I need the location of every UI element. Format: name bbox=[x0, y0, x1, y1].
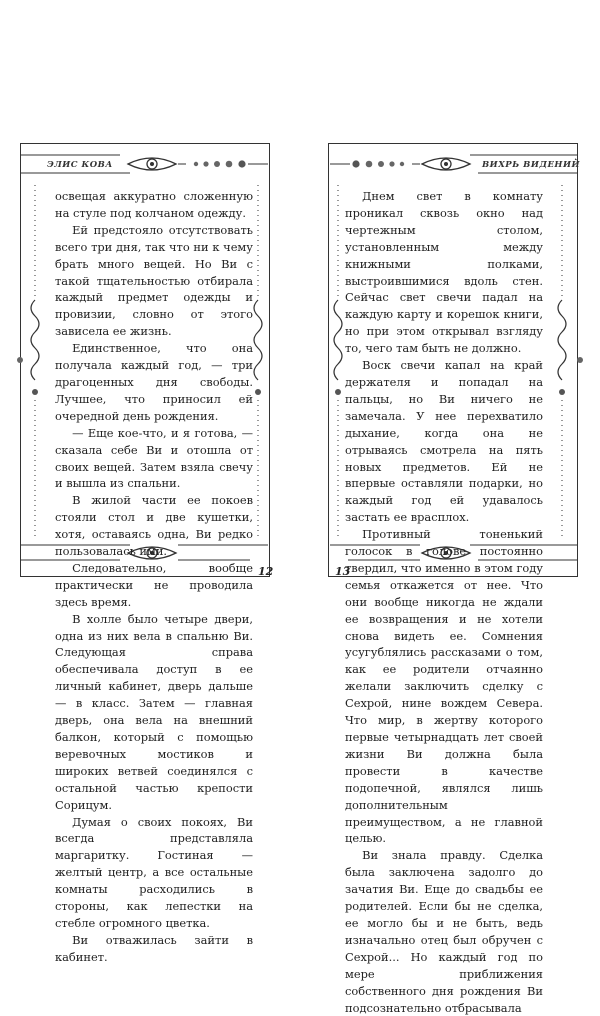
right-page-number: 13 bbox=[335, 565, 351, 578]
paragraph: Ей предстояло отсутствовать всего три дня, так что ни к чему брать много вещей. Но Ви с такой тщательностью отбирала каждый предмет одежды и провизии, словно от этого зависела ее жизнь. bbox=[55, 222, 253, 339]
paragraph: Думая о своих покоях, Ви всегда представляла маргаритку. Гостиная — желтый центр, а все остальные комнаты расходились в стороны, как лепестки на стебле огромного цветка. bbox=[55, 814, 253, 930]
paragraph: Ви отважилась зайти в кабинет. bbox=[55, 932, 253, 964]
right-text-column bbox=[345, 188, 543, 1016]
paragraph: В жилой части ее покоев стояли стол и две кушетки, хотя, оставаясь одна, Ви редко пользовалась ими. bbox=[55, 493, 253, 559]
paragraph: Противный тоненький голосок в голове постоянно твердил, что именно в этом году семья откажется от нее. Что они вообще никогда не ждали ее возвращения и не хотели снова видеть ее. Сомнения усугублялись рассказами о том, как ее родители отчаянно желали заключить сделку с Сехрой, нине вождем Севера. Что мир, в жертву которого первые четырнадцать лет своей жизни Ви должна была провести в качестве подопечной, являлся лишь дополнительным преимуществом, а не главной целью. bbox=[345, 527, 543, 846]
eye-icon bbox=[422, 158, 470, 170]
paragraph: Единственное, что она получала каждый год, — три драгоценных дня свободы. Лучшее, что приносил ей очередной день рождения. bbox=[55, 341, 253, 423]
paragraph: освещая аккуратно сложенную на стуле под колчаном одежду. bbox=[55, 189, 253, 220]
paragraph: — Еще кое-что, и я готова, — сказала себе Ви и отошла от своих вещей. Затем взяла свечу и вышла из спальни. bbox=[55, 425, 253, 491]
paragraph: Следовательно, вообще практически не проводила здесь время. bbox=[55, 560, 253, 609]
paragraph: В холле было четыре двери, одна из них вела в спальню Ви. Следующая справа обеспечивала доступ в ее личный кабинет, дверь дальше — в класс. Затем — главная дверь, она вела на внешний балкон, который с помощью веревочных мостиков и широких ветвей соединялся с остальной частью крепости Сорицум. bbox=[55, 611, 253, 812]
paragraph: Днем свет в комнату проникал сквозь окно над чертежным столом, установленным между книжными полками, выстроившимися вдоль стен. Сейчас свет свечи падал на каждую карту и корешок книги, но при этом открывал взгляду то, чего там быть не должно. bbox=[345, 189, 543, 356]
paragraph: Воск свечи капал на край держателя и попадал на пальцы, но Ви ничего не замечала. У нее перехватило дыхание, когда она не отрываясь смотрела на пять новых предметов. Ей не впервые оставляли подарки, но каждый год ей удавалось застать ее врасплох. bbox=[345, 358, 543, 525]
right-running-header: ВИХРЬ ВИДЕНИЙ bbox=[482, 160, 581, 170]
left-page-number: 12 bbox=[258, 565, 274, 578]
paragraph: Ви знала правду. Сделка была заключена задолго до зачатия Ви. Еще до свадьбы ее родителей. Если бы не сделка, ее могло бы и не быть, ведь изначально отец был обручен с Сехрой... Но каждый год по мере приближения собственного дня рождения Ви подсознательно отбрасывала bbox=[345, 848, 543, 1015]
left-running-header: ЭЛИС КОВА bbox=[47, 160, 113, 170]
